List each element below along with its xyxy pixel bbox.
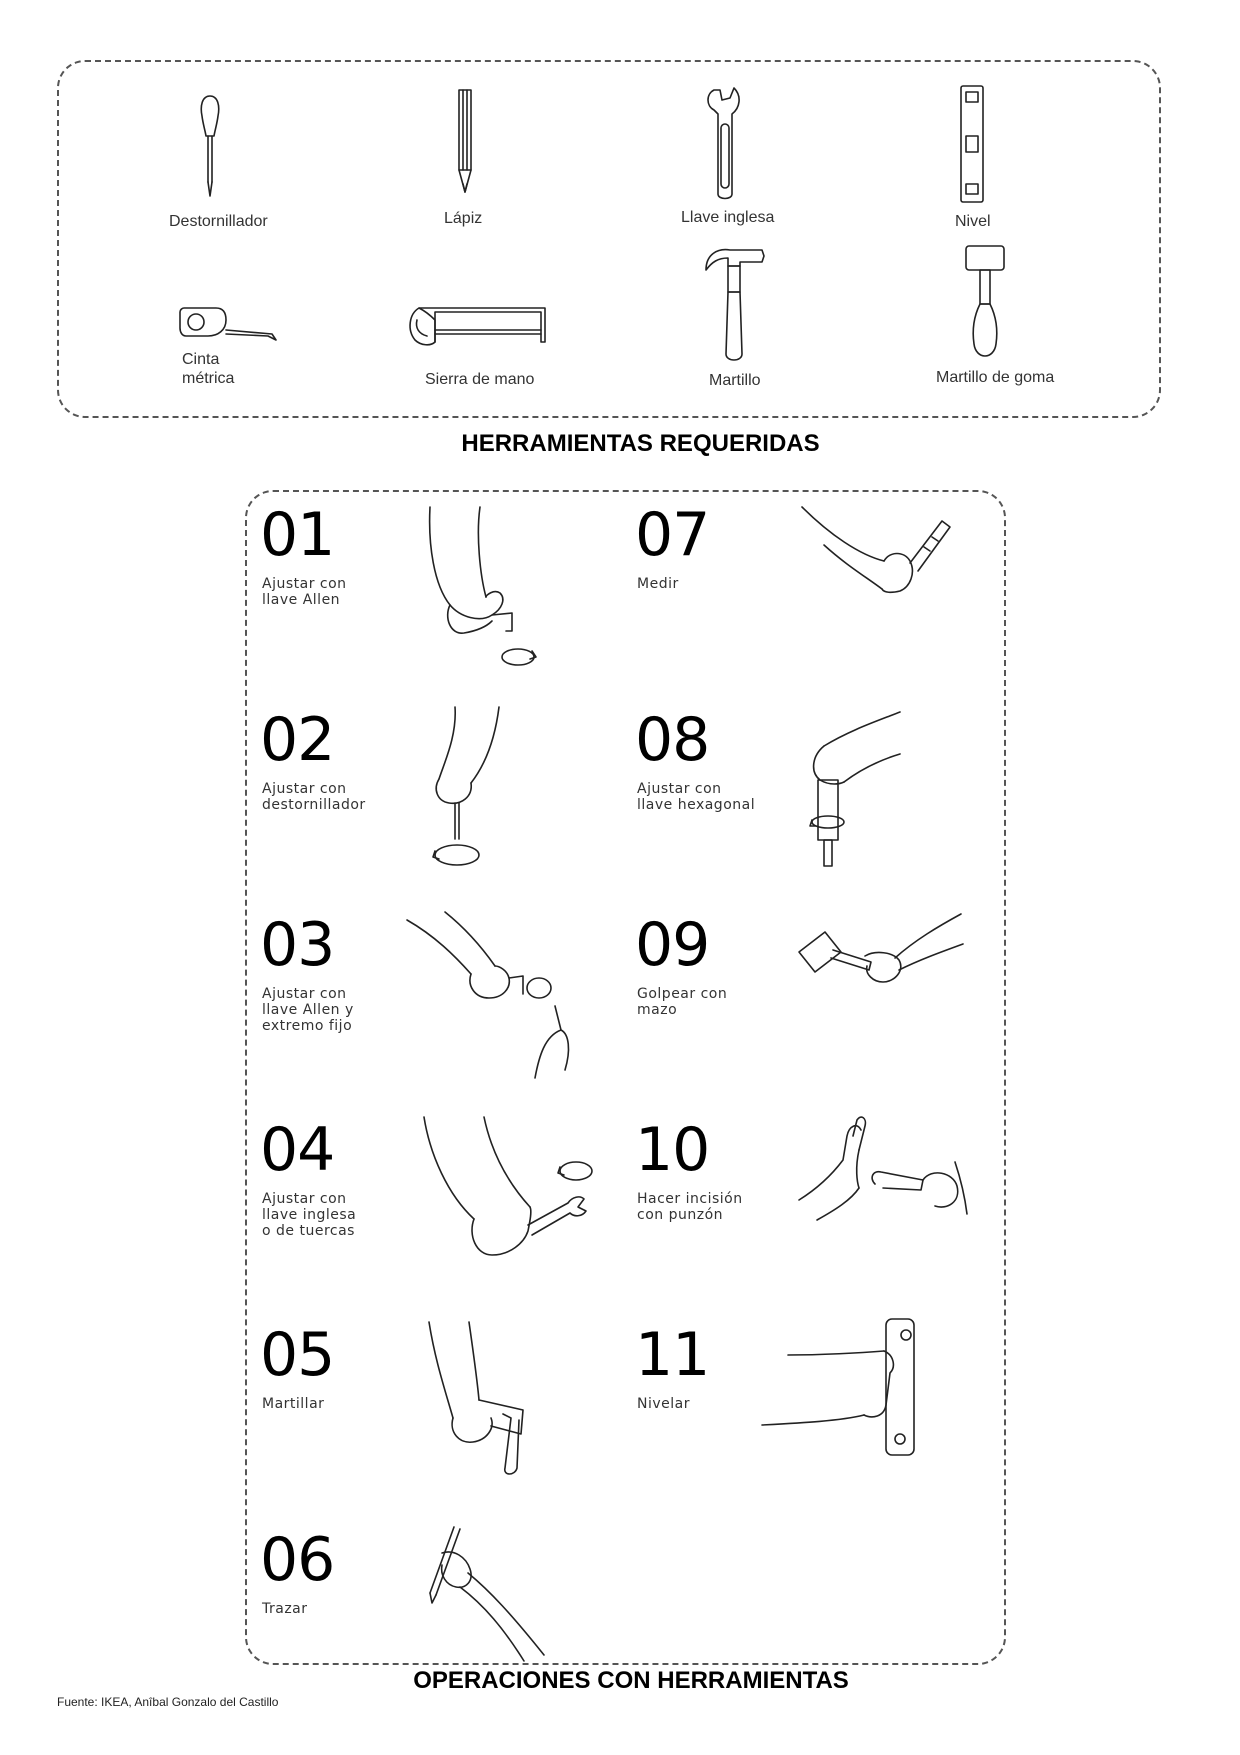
hand-tape-icon — [800, 505, 970, 605]
tool-label: Lápiz — [444, 210, 483, 227]
operation-number: 11 — [635, 1320, 710, 1390]
operation-label: Ajustar con llave hexagonal — [637, 781, 756, 813]
hand-pencil-icon — [420, 1525, 550, 1665]
tape-measure-icon — [178, 300, 282, 348]
operation-number: 01 — [260, 500, 335, 570]
hand-level-icon — [760, 1315, 950, 1465]
operation-number: 04 — [260, 1115, 335, 1185]
tool-label: Destornillador — [169, 213, 268, 230]
operation-number: 08 — [635, 705, 710, 775]
hand-wrench-icon — [420, 1115, 600, 1285]
hand-saw-icon — [405, 300, 551, 354]
operation-label: Martillar — [262, 1396, 325, 1412]
wrench-icon — [700, 84, 750, 204]
tool-label: Sierra de mano — [425, 371, 535, 388]
hand-allen-key-icon — [420, 505, 550, 675]
operation-number: 09 — [635, 910, 710, 980]
operation-label: Trazar — [262, 1601, 308, 1617]
tool-label: Nivel — [955, 213, 991, 230]
pencil-icon — [450, 88, 480, 200]
hand-hammer-icon — [425, 1320, 555, 1490]
hammer-icon — [700, 244, 770, 364]
operation-number: 06 — [260, 1525, 335, 1595]
operation-number: 02 — [260, 705, 335, 775]
operation-label: Golpear con mazo — [637, 986, 728, 1018]
operations-section-title: OPERACIONES CON HERRAMIENTAS — [413, 1667, 849, 1694]
operation-label: Ajustar con llave inglesa o de tuercas — [262, 1191, 357, 1239]
operation-label: Medir — [637, 576, 679, 592]
operation-label: Ajustar con destornillador — [262, 781, 366, 813]
operation-number: 07 — [635, 500, 710, 570]
operations-panel — [245, 490, 1006, 1665]
tool-label: Martillo de goma — [936, 369, 1055, 386]
source-credit: Fuente: IKEA, Anîbal Gonzalo del Castillo — [57, 1695, 279, 1709]
screwdriver-icon — [190, 92, 230, 202]
operation-number: 03 — [260, 910, 335, 980]
operation-label: Ajustar con llave Allen y extremo fijo — [262, 986, 354, 1034]
tool-label: Martillo — [709, 372, 761, 389]
operation-number: 05 — [260, 1320, 335, 1390]
operation-label: Ajustar con llave Allen — [262, 576, 347, 608]
hand-awl-icon — [795, 1110, 985, 1230]
hand-allen-key-fixed-icon — [405, 910, 585, 1080]
rubber-mallet-icon — [960, 244, 1010, 364]
operation-label: Nivelar — [637, 1396, 690, 1412]
tool-label: Cinta métrica — [182, 351, 235, 387]
hand-mallet-icon — [795, 910, 965, 1010]
hand-screwdriver-icon — [415, 705, 515, 875]
hand-hex-key-icon — [790, 710, 910, 880]
operation-label: Hacer incisión con punzón — [637, 1191, 743, 1223]
tool-label: Llave inglesa — [681, 209, 775, 226]
level-icon — [957, 84, 987, 204]
tools-section-title: HERRAMIENTAS REQUERIDAS — [461, 430, 820, 457]
operation-number: 10 — [635, 1115, 710, 1185]
